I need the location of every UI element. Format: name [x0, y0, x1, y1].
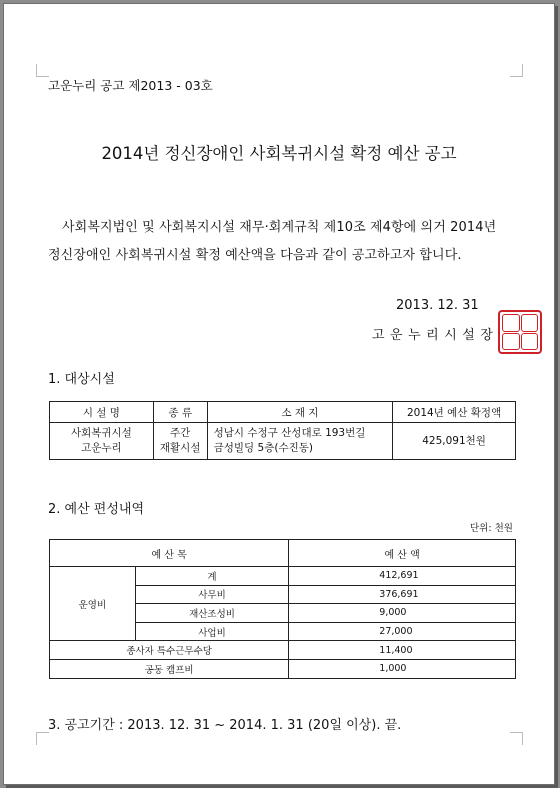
row-value: 27,000: [289, 622, 516, 641]
table-header-row: [50, 540, 516, 567]
header-address: 소 재 지: [207, 402, 393, 423]
margin-mark-bottom-right: [510, 732, 523, 745]
unit-label: 단위: 천원: [470, 523, 513, 534]
facility-table: [49, 401, 516, 460]
row-label: 공동 캠프비: [50, 659, 289, 678]
header-facility-name: 시 설 명: [50, 402, 154, 423]
facility-address-cell: 성남시 수정구 산성대로 193번길 금성빌딩 5층(수진동): [207, 423, 393, 460]
row-value: 9,000: [289, 604, 516, 623]
row-value: 376,691: [289, 585, 516, 604]
facility-type-cell: 주간 재활시설: [153, 423, 207, 460]
group-label-operating: 운영비: [50, 567, 136, 641]
row-label: 사무비: [135, 585, 289, 604]
row-label: 사업비: [135, 622, 289, 641]
notice-period: 3. 공고기간 : 2013. 12. 31 ~ 2014. 1. 31 (20일 이상). 끝.: [48, 718, 402, 733]
row-label: 종사자 특수근무수당: [50, 641, 289, 660]
document-number: 고운누리 공고 제2013 - 03호: [48, 78, 213, 93]
budget-breakdown-table: [49, 539, 516, 679]
row-label: 재산조성비: [135, 604, 289, 623]
row-value: 11,400: [289, 641, 516, 660]
row-value: 412,691: [289, 567, 516, 586]
table-row: [50, 567, 516, 586]
section-1-heading: 1. 대상시설: [48, 372, 115, 387]
header-budget-amount: 예 산 액: [289, 540, 516, 567]
table-row: [50, 641, 516, 660]
facility-name-cell: 사회복귀시설 고운누리: [50, 423, 154, 460]
header-type: 종 류: [153, 402, 207, 423]
body-text-line-1: 사회복지법인 및 사회복지시설 재무·회계규칙 제10조 제4항에 의거 2014년: [62, 220, 497, 235]
document-title: 2014년 정신장애인 사회복귀시설 확정 예산 공고: [101, 144, 457, 163]
issuer-name: 고운누리시설장: [372, 328, 499, 343]
facility-budget-cell: 425,091천원: [393, 423, 516, 460]
document-page: [3, 3, 555, 785]
table-row: [50, 423, 516, 460]
section-2-heading: 2. 예산 편성내역: [48, 502, 145, 517]
table-row: [50, 659, 516, 678]
header-budget: 2014년 예산 확정액: [393, 402, 516, 423]
margin-mark-top-right: [510, 64, 523, 77]
row-value: 1,000: [289, 659, 516, 678]
header-budget-item: 예 산 목: [50, 540, 289, 567]
body-text-line-2: 정신장애인 사회복귀시설 확정 예산액을 다음과 같이 공고하고자 합니다.: [48, 248, 462, 263]
official-seal-icon: [498, 310, 542, 354]
margin-mark-bottom-left: [36, 732, 49, 745]
notice-date: 2013. 12. 31: [396, 298, 479, 313]
table-header-row: [50, 402, 516, 423]
row-label: 계: [135, 567, 289, 586]
